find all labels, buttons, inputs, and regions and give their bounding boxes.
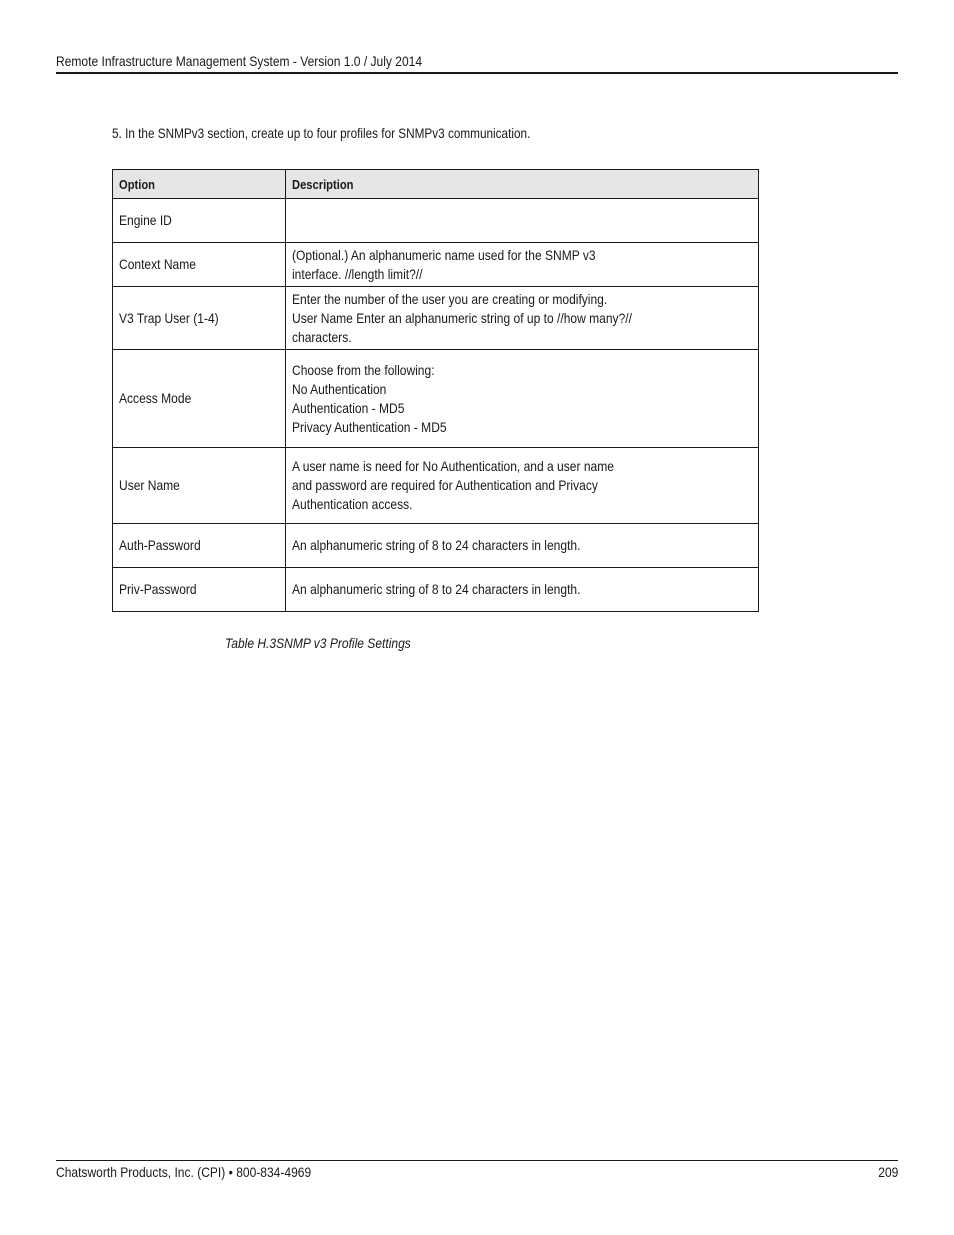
option-cell: Auth-Password [113, 524, 286, 568]
table-caption: Table H.3SNMP v3 Profile Settings [225, 635, 411, 651]
table-row [113, 199, 759, 243]
table-row [113, 350, 759, 448]
option-cell: Context Name [113, 243, 286, 287]
description-cell: Enter the number of the user you are creating or modifying. User Name Enter an alphanumeric string of up to //how many?// characters. [286, 287, 759, 350]
table-row [113, 243, 759, 287]
table-row [113, 524, 759, 568]
description-cell: An alphanumeric string of 8 to 24 characters in length. [286, 568, 759, 612]
snmpv3-profile-table [112, 169, 759, 612]
table-header-row [113, 170, 759, 199]
description-cell [286, 199, 759, 243]
option-cell: User Name [113, 448, 286, 524]
option-cell: Priv-Password [113, 568, 286, 612]
document-title: Remote Infrastructure Management System - Version 1.0 / July 2014 [56, 53, 423, 69]
option-cell: Access Mode [113, 350, 286, 448]
column-header-description: Description [286, 170, 759, 199]
page-footer [56, 1160, 898, 1180]
description-cell: An alphanumeric string of 8 to 24 characters in length. [286, 524, 759, 568]
page-number: 209 [877, 1164, 898, 1180]
table-row [113, 448, 759, 524]
option-cell: V3 Trap User (1-4) [113, 287, 286, 350]
description-cell: (Optional.) An alphanumeric name used for the SNMP v3 interface. //length limit?// [286, 243, 759, 287]
instruction-step: 5. In the SNMPv3 section, create up to four profiles for SNMPv3 communication. [112, 125, 531, 141]
table-row [113, 287, 759, 350]
description-cell: Choose from the following: No Authentication Authentication - MD5 Privacy Authentication - MD5 [286, 350, 759, 448]
column-header-option: Option [113, 170, 286, 199]
table-row [113, 568, 759, 612]
page-header [56, 52, 898, 74]
footer-company: Chatsworth Products, Inc. (CPI) • 800-834-4969 [56, 1164, 312, 1180]
description-cell: A user name is need for No Authentication, and a user name and password are required for Authentication and Privacy Authentication access. [286, 448, 759, 524]
option-cell: Engine ID [113, 199, 286, 243]
